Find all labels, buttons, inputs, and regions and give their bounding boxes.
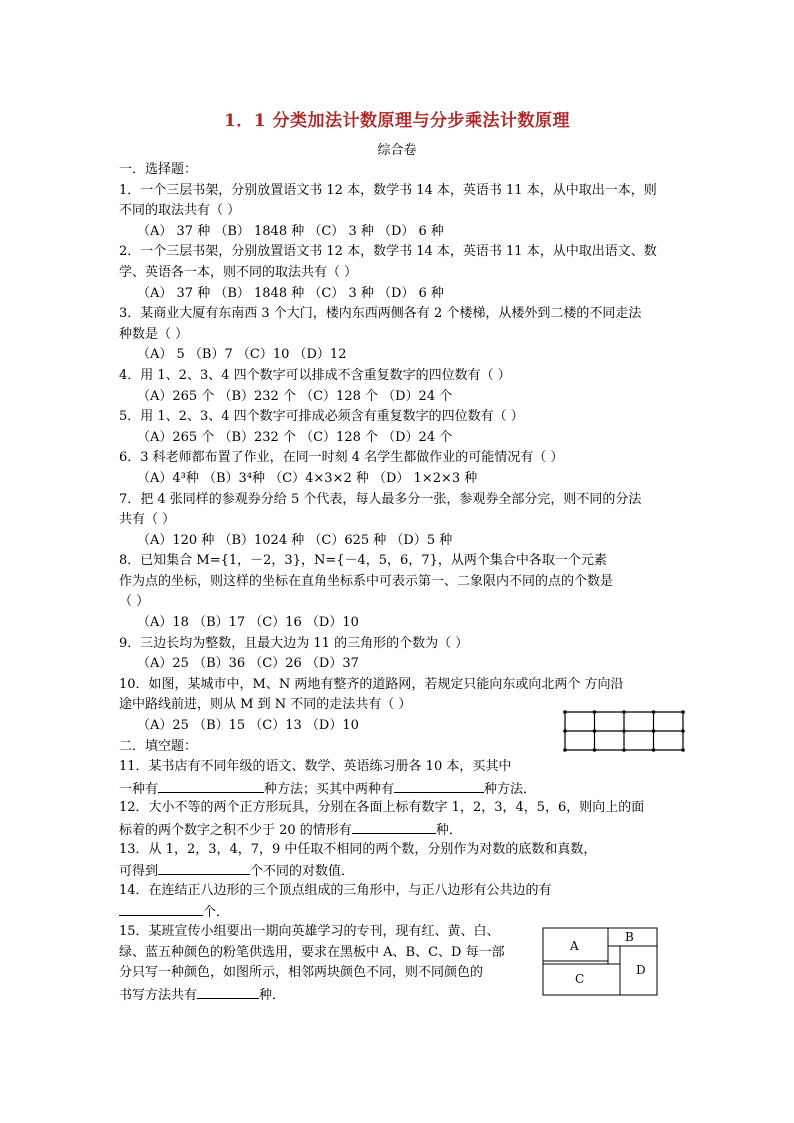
choice-section xyxy=(119,160,684,757)
q14-line2: 个． xyxy=(119,901,684,922)
question-line: 3．某商业大厦有东南西 3 个大门，楼内东西两侧各有 2 个楼梯，从楼外到二楼的不同走法 xyxy=(119,306,642,322)
q15-line1: 15．某班宣传小组要出一期向英雄学习的专刊，现有红、黄、白、 xyxy=(119,923,500,939)
q11-line1: 11．某书店有不同年级的语文、数学、英语练习册各 10 本，买其中 xyxy=(119,759,512,775)
question-line: （A） 37 种 （B） 1848 种 （C） 3 种 （D） 6 种 xyxy=(137,223,444,239)
question-line: （A）120 种 （B）1024 种 （C）625 种 （D）5 种 xyxy=(137,532,453,548)
question-line: 不同的取法共有（ ） xyxy=(119,203,241,219)
road-grid-figure xyxy=(563,710,687,760)
q11-blank-2[interactable] xyxy=(394,778,484,793)
question-line: 8．已知集合 M={1，－2，3}，N={－4，5，6，7}，从两个集合中各取一个元素 xyxy=(119,553,607,569)
question-line: 一．选择题： xyxy=(119,162,198,177)
question-line: 9．三边长均为整数，且最大边为 11 的三角形的个数为（ ） xyxy=(119,635,469,651)
q15-line4: 书写方法共有 种． xyxy=(119,984,684,1005)
blackboard-regions-figure xyxy=(541,925,663,1004)
q13-line2: 可得到 个不同的对数值． xyxy=(119,860,684,881)
question-line: 10．如图，某城市中，M、N 两地有整齐的道路网，若规定只能向东或向北两个 方向沿 xyxy=(119,676,624,692)
question-line: 2．一个三层书架，分别放置语文书 12 本，数学书 14 本，英语书 11 本，从中取出语文、数 xyxy=(119,244,657,260)
page-subtitle: 综合卷 xyxy=(377,143,417,158)
q15-blank[interactable] xyxy=(197,984,259,999)
question-line: （A） 5 （B）7 （C）10 （D）12 xyxy=(137,347,347,363)
q13-line1: 13．从 1，2，3，4，7，9 中任取不相同的两个数，分别作为对数的底数和真数， xyxy=(119,841,597,857)
q15-line3: 分只写一种颜色，如图所示，相邻两块颜色不同，则不同颜色的 xyxy=(119,965,484,981)
region-a-label: A xyxy=(570,939,579,953)
question-line: 学、英语各一本，则不同的取法共有（ ） xyxy=(119,264,358,280)
question-line: 5．用 1、2、3、4 四个数字可排成必须含有重复数字的四位数有（ ） xyxy=(119,409,524,425)
question-line: （ ） xyxy=(119,594,150,610)
question-line: 种数是（ ） xyxy=(119,326,189,342)
q13-blank[interactable] xyxy=(158,860,250,875)
q11-blank-1[interactable] xyxy=(158,778,264,793)
question-line: 途中路线前进，则从 M 到 N 不同的走法共有（ ） xyxy=(119,697,412,713)
question-line: （A） 37 种 （B） 1848 种 （C） 3 种 （D） 6 种 xyxy=(137,285,444,301)
question-line: 1．一个三层书架，分别放置语文书 12 本，数学书 14 本，英语书 11 本，从中取出一本，则 xyxy=(119,182,657,198)
region-c-label: C xyxy=(575,972,585,986)
q12-blank[interactable] xyxy=(352,819,436,834)
q12-line1: 12．大小不等的两个正方形玩具，分别在各面上标有数字 1，2，3，4，5，6，则向上的面 xyxy=(119,800,645,816)
q15-line2: 绿、蓝五种颜色的粉笔供选用，要求在黑板中 A、B、C、D 每一部 xyxy=(119,944,505,960)
question-line: 7．把 4 张同样的参观券分给 5 个代表，每人最多分一张，参观券全部分完，则不同的分法 xyxy=(119,491,642,507)
q14-line1: 14．在连结正八边形的三个顶点组成的三角形中，与正八边形有公共边的有 xyxy=(119,882,552,898)
question-line: （A）265 个 （B）232 个 （C）128 个 （D）24 个 xyxy=(137,388,453,404)
question-line: （A）4³种 （B）3⁴种 （C）4×3×2 种 （D） 1×2×3 种 xyxy=(137,470,478,486)
question-line: （A）25 （B）36 （C）26 （D）37 xyxy=(137,656,359,672)
region-d-label: D xyxy=(636,963,646,977)
page-title: 1．1 分类加法计数原理与分步乘法计数原理 xyxy=(223,111,571,131)
question-line: 二．填空题： xyxy=(119,738,198,754)
region-b-label: B xyxy=(625,930,634,944)
question-line: （A）18 （B）17 （C）16 （D）10 xyxy=(137,615,359,631)
question-line: 4．用 1、2、3、4 四个数字可以排成不含重复数字的四位数有（ ） xyxy=(119,367,511,383)
question-line: 作为点的坐标，则这样的坐标在直角坐标系中可表示第一、二象限内不同的点的个数是 xyxy=(119,573,614,589)
question-line: 共有（ ） xyxy=(119,512,176,528)
q14-blank[interactable] xyxy=(119,901,203,916)
q12-line2: 标着的两个数字之积不少于 20 的情形有 种． xyxy=(119,819,684,840)
exam-content xyxy=(119,160,684,1004)
q11-line2: 一种有 种方法；买其中两种有 种方法． xyxy=(119,778,684,799)
question-line: （A）25 （B）15 （C）13 （D）10 xyxy=(137,718,359,734)
question-line: （A）265 个 （B）232 个 （C）128 个 （D）24 个 xyxy=(137,429,453,445)
question-line: 6．3 科老师都布置了作业，在同一时刻 4 名学生都做作业的可能情况有（ ） xyxy=(119,450,564,466)
